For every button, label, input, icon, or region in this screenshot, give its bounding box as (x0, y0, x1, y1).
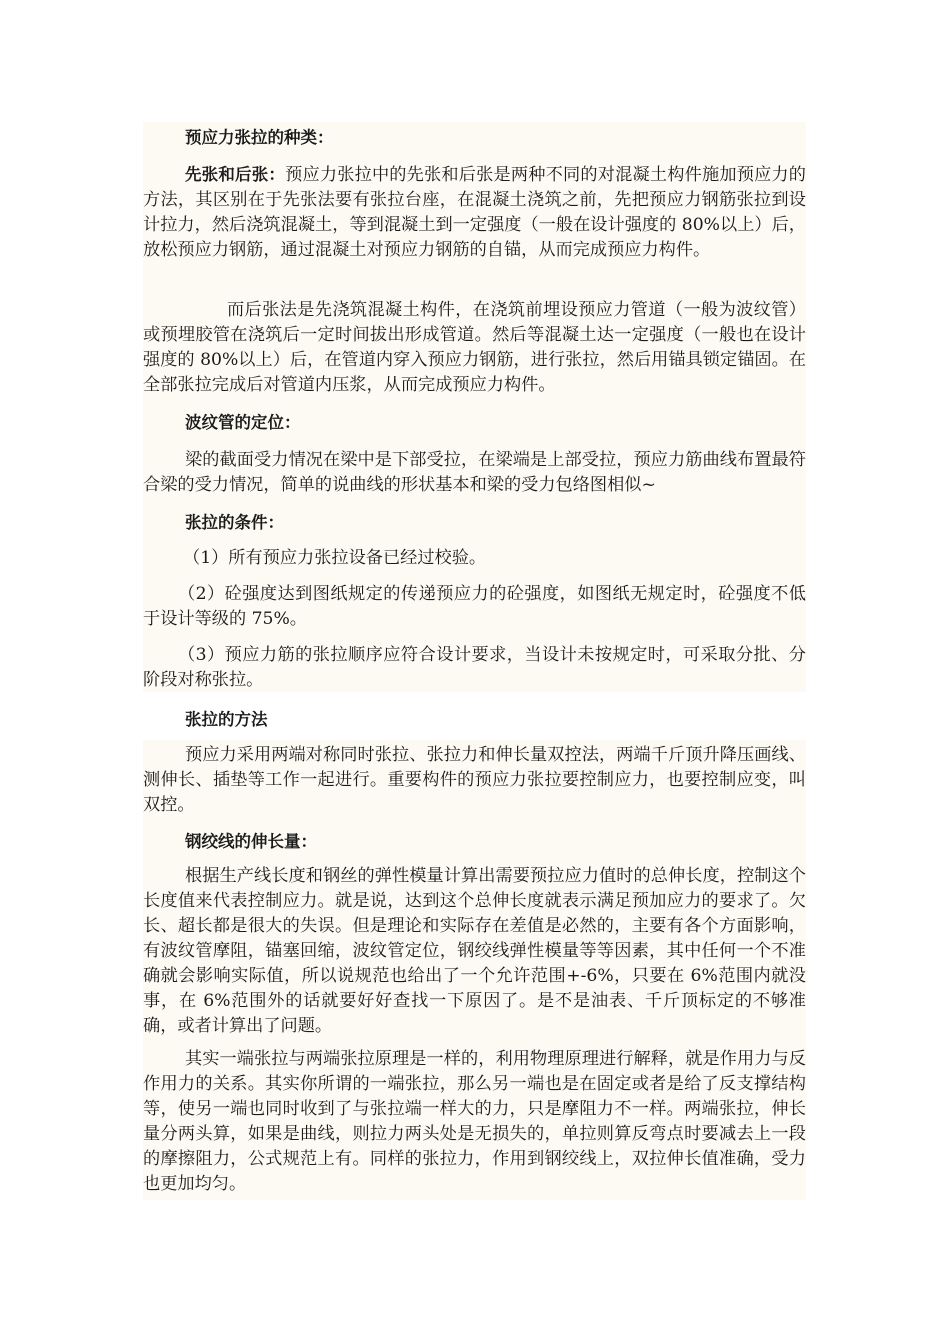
section-heading: 张拉的方法 (185, 710, 268, 729)
paragraph: 根据生产线长度和钢丝的弹性模量计算出需要预拉应力值时的总伸长度，控制这个长度值来代表控制应力。就是说，达到这个总伸长度就表示满足预加应力的要求了。欠长、超长都是很大的失误。但是理论和实际存在差值是必然的，主要有各个方面影响，有波纹管摩阻，锚塞回缩，波纹管定位，钢绞线弹性模量等等因素，其中任何一个不准确就会影响实际值，所以说规范也给出了一个允许范围+-6%，只要在 6%范围内就没事，在 6%范围外的话就要好好查找一下原因了。是不是油表、千斤顶标定的不够准确，或者计算出了问题。 (143, 866, 806, 1036)
paragraph: 梁的截面受力情况在梁中是下部受拉，在梁端是上部受拉，预应力筋曲线布置最符合梁的受力情况，简单的说曲线的形状基本和梁的受力包络图相似~ (143, 450, 806, 495)
list-item: （1）所有预应力张拉设备已经过校验。 (183, 548, 487, 568)
section-heading: 预应力张拉的种类： (185, 128, 334, 147)
paragraph-text: 预应力张拉中的先张和后张是两种不同的对混凝土构件施加预应力的方法，其区别在于先张法要有张拉台座，在混凝土浇筑之前，先把预应力钢筋张拉到设计拉力，然后浇筑混凝土，等到混凝土到一定强度（一般在设计强度的 80%以上）后，放松预应力钢筋，通过混凝土对预应力钢筋的自锚，从而完成预应力构件。 (143, 165, 806, 260)
section-heading: 波纹管的定位： (185, 413, 301, 432)
paragraph: 而后张法是先浇筑混凝土构件，在浇筑前埋设预应力管道（一般为波纹管）或预埋胶管在浇筑后一定时间拔出形成管道。然后等混凝土达一定强度（一般也在设计强度的 80%以上）后，在管道内穿入预应力钢筋，进行张拉，然后用锚具锁定锚固。在全部张拉完成后对管道内压浆，从而完成预应力构件。 (143, 300, 806, 395)
paragraph (143, 162, 806, 263)
paragraph: 其实一端张拉与两端张拉原理是一样的，利用物理原理进行解释，就是作用力与反作用力的关系。其实你所谓的一端张拉，那么另一端也是在固定或者是给了反支撑结构等，使另一端也同时收到了与张拉端一样大的力，只是摩阻力不一样。两端张拉，伸长量分两头算，如果是曲线，则拉力两头处是无损失的，单拉则算反弯点时要减去上一段的摩擦阻力，公式规范上有。同样的张拉力，作用到钢绞线上，双拉伸长值准确，受力也更加均匀。 (143, 1049, 806, 1194)
list-item: （3）预应力筋的张拉顺序应符合设计要求，当设计未按规定时，可采取分批、分阶段对称张拉。 (143, 645, 806, 690)
section-heading: 钢绞线的伸长量： (185, 832, 317, 851)
term-label: 先张和后张： (185, 165, 286, 184)
list-item: （2）砼强度达到图纸规定的传递预应力的砼强度，如图纸无规定时，砼强度不低于设计等级的 75%。 (143, 584, 806, 629)
paragraph: 预应力采用两端对称同时张拉、张拉力和伸长量双控法，两端千斤顶升降压画线、测伸长、插垫等工作一起进行。重要构件的预应力张拉要控制应力，也要控制应变，叫双控。 (143, 745, 806, 815)
section-heading: 张拉的条件： (185, 513, 284, 532)
